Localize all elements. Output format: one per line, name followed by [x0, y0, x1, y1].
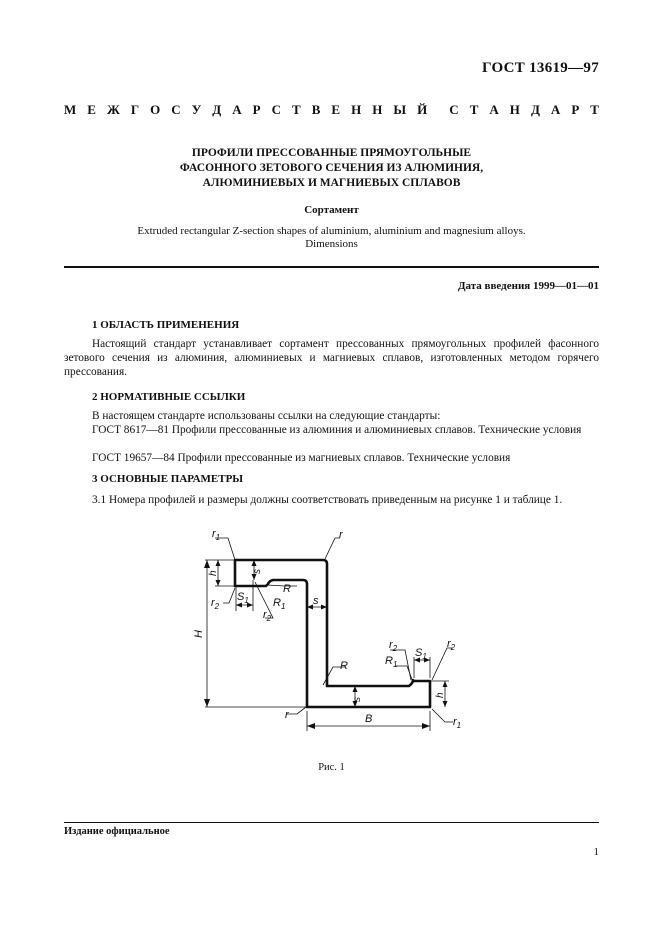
document-code: ГОСТ 13619—97 — [481, 60, 599, 76]
interstate-letter: А — [550, 102, 561, 117]
title-divider — [64, 266, 599, 268]
section-1-text-content: Настоящий стандарт устанавливает сортамент прессованных прямоугольных профилей фасонного зетового сечения из алюминия, алюминиевых и магниевых сплавов, изготовленных методом горячего прессования. — [64, 338, 599, 378]
interstate-letter: Р — [571, 102, 580, 117]
english-title-line-2: Dimensions — [305, 238, 358, 250]
leader-r2-left — [223, 588, 235, 603]
label-h-left: h — [208, 570, 219, 576]
label-R1-upper: $R_1$ — [273, 597, 286, 611]
label-r2-inner: $r_2$ — [263, 609, 272, 623]
leader-r-bottom — [287, 707, 306, 714]
interstate-letter: Т — [469, 102, 479, 117]
page-number: 1 — [593, 846, 599, 858]
title-line-2: ФАСОННОГО ЗЕТОВОГО СЕЧЕНИЯ ИЗ АЛЮМИНИЯ, — [179, 162, 484, 174]
interstate-letter: Н — [509, 102, 520, 117]
english-title — [64, 225, 599, 251]
interstate-letter: А — [489, 102, 499, 117]
label-r-top: r — [339, 529, 343, 541]
reference-gost-19657: ГОСТ 19657—84 Профили прессованные из магниевых сплавов. Технические условия — [92, 452, 511, 464]
interstate-letter: М — [64, 102, 77, 117]
label-H: H — [193, 630, 205, 638]
interstate-letter: У — [191, 102, 202, 117]
interstate-letter: Г — [130, 102, 140, 117]
label-s-top: s — [252, 569, 263, 574]
section-3-heading: 3 ОСНОВНЫЕ ПАРАМЕТРЫ — [92, 473, 244, 485]
leader-r1-bottom — [432, 709, 453, 722]
interstate-letter: Д — [212, 102, 222, 117]
z-profile-drawing — [185, 526, 475, 746]
interstate-letter: Ы — [393, 102, 407, 117]
label-S1-left: $S_1$ — [237, 591, 249, 605]
interstate-letter: С — [171, 102, 181, 117]
interstate-letter: Ж — [106, 102, 120, 117]
label-r1-bottom: $r_1$ — [453, 716, 462, 730]
interstate-letter: В — [311, 102, 321, 117]
label-r-bottom: r — [285, 709, 289, 721]
interstate-letter: О — [150, 102, 161, 117]
document-title — [64, 146, 599, 191]
interstate-letter: Д — [530, 102, 540, 117]
interstate-letter: С — [449, 102, 459, 117]
english-title-line-1: Extruded rectangular Z-section shapes of aluminium, aluminium and magnesium alloys. — [137, 225, 526, 237]
profile-outline — [235, 560, 430, 707]
label-s-mid: s — [313, 595, 319, 607]
label-h-right: h — [435, 692, 446, 698]
reference-gost-8617 — [64, 423, 599, 437]
leader-r2-right — [432, 648, 453, 680]
interstate-letter: Н — [351, 102, 362, 117]
footer-divider — [64, 822, 599, 823]
interstate-letter: А — [232, 102, 242, 117]
interstate-standard-heading — [64, 102, 599, 118]
interstate-letter: Й — [417, 102, 428, 117]
title-line-1: ПРОФИЛИ ПРЕССОВАННЫЕ ПРЯМОУГОЛЬНЫЕ — [191, 147, 472, 159]
leader-R-inner — [267, 585, 297, 586]
interstate-letter: Н — [372, 102, 383, 117]
document-subtitle: Сортамент — [304, 204, 359, 216]
interstate-letter: Р — [252, 102, 261, 117]
reference-gost-8617-text: ГОСТ 8617—81 Профили прессованные из алюминия и алюминиевых сплавов. Технические условия — [92, 424, 582, 436]
label-r1-top: $r_1$ — [212, 528, 221, 542]
section-1-text — [64, 337, 599, 379]
label-R1-lower: $R_1$ — [385, 655, 398, 669]
interstate-letter: Е — [331, 102, 341, 117]
label-r2-lower: $r_2$ — [389, 639, 398, 653]
label-B: B — [365, 713, 373, 725]
label-r2-left: $r_2$ — [211, 597, 220, 611]
introduction-date: Дата введения 1999—01—01 — [457, 280, 599, 292]
interstate-letter: Т — [292, 102, 301, 117]
edition-note: Издание официальное — [64, 826, 170, 837]
leader-r-top — [325, 538, 340, 559]
section-3-text: 3.1 Номера профилей и размеры должны соответствовать приведенным на рисунке 1 и таблице 1. — [92, 494, 563, 506]
label-s-bottom: s — [352, 697, 363, 702]
interstate-letter: Е — [87, 102, 96, 117]
label-R-inner: R — [283, 583, 291, 595]
label-r2-right: $r_2$ — [447, 638, 456, 652]
leader-R1-lower — [395, 666, 413, 682]
label-R-lower: R — [340, 660, 348, 672]
title-line-3: АЛЮМИНИЕВЫХ И МАГНИЕВЫХ СПЛАВОВ — [202, 177, 461, 189]
interstate-letter: Т — [590, 102, 599, 117]
figure-caption: Рис. 1 — [318, 762, 345, 773]
section-2-intro: В настоящем стандарте использованы ссылки на следующие стандарты: — [92, 410, 441, 422]
interstate-letter: С — [271, 102, 281, 117]
label-S1-right: $S_1$ — [415, 647, 427, 661]
section-2-heading: 2 НОРМАТИВНЫЕ ССЫЛКИ — [92, 391, 246, 403]
section-1-heading: 1 ОБЛАСТЬ ПРИМЕНЕНИЯ — [92, 319, 240, 331]
